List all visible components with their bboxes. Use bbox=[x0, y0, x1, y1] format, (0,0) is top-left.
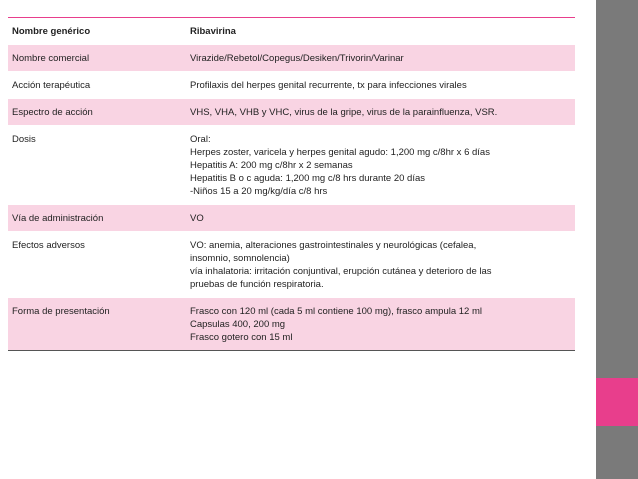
value-line: VO bbox=[190, 213, 204, 224]
value-line: Hepatitis A: 200 mg c/8hr x 2 semanas bbox=[190, 160, 353, 171]
row-label: Espectro de acción bbox=[8, 99, 186, 126]
table-row bbox=[8, 45, 575, 72]
row-value bbox=[186, 126, 575, 205]
table-row bbox=[8, 298, 575, 351]
row-value bbox=[186, 72, 575, 99]
value-line: Frasco gotero con 15 ml bbox=[190, 332, 293, 343]
table-row bbox=[8, 232, 575, 298]
value-line: Capsulas 400, 200 mg bbox=[190, 319, 286, 330]
row-value bbox=[186, 18, 575, 45]
value-line: vía inhalatoria: irritación conjuntival, erupción cutánea y deterioro de las bbox=[190, 266, 492, 277]
row-label: Efectos adversos bbox=[8, 232, 186, 298]
value-line: Profilaxis del herpes genital recurrente, tx para infecciones virales bbox=[190, 80, 467, 91]
row-label: Vía de administración bbox=[8, 205, 186, 232]
sidebar-accent-block bbox=[596, 378, 638, 426]
row-value bbox=[186, 298, 575, 351]
value-line: Frasco con 120 ml (cada 5 ml contiene 100 mg), frasco ampula 12 ml bbox=[190, 306, 482, 317]
value-line: Oral: bbox=[190, 134, 211, 145]
row-value bbox=[186, 99, 575, 126]
value-line: pruebas de función respiratoria. bbox=[190, 279, 324, 290]
table-row bbox=[8, 72, 575, 99]
table-row bbox=[8, 18, 575, 45]
drug-info-table bbox=[8, 17, 575, 351]
row-label: Dosis bbox=[8, 126, 186, 205]
value-line: Ribavirina bbox=[190, 26, 236, 37]
value-line: Virazide/Rebetol/Copegus/Desiken/Trivorin/Varinar bbox=[190, 53, 404, 64]
value-line: Herpes zoster, varicela y herpes genital agudo: 1,200 mg c/8hr x 6 días bbox=[190, 147, 490, 158]
value-line: Hepatitis B o c aguda: 1,200 mg c/8 hrs durante 20 días bbox=[190, 173, 426, 184]
row-label: Nombre comercial bbox=[8, 45, 186, 72]
table-row bbox=[8, 99, 575, 126]
value-line: -Niños 15 a 20 mg/kg/día c/8 hrs bbox=[190, 186, 328, 197]
row-label: Nombre genérico bbox=[8, 18, 186, 45]
row-label: Forma de presentación bbox=[8, 298, 186, 351]
table-row bbox=[8, 126, 575, 205]
value-line: VHS, VHA, VHB y VHC, virus de la gripe, virus de la parainfluenza, VSR. bbox=[190, 107, 498, 118]
row-value bbox=[186, 45, 575, 72]
value-line: VO: anemia, alteraciones gastrointestinales y neurológicas (cefalea, bbox=[190, 240, 477, 251]
row-label: Acción terapéutica bbox=[8, 72, 186, 99]
row-value bbox=[186, 232, 575, 298]
row-value bbox=[186, 205, 575, 232]
value-line: insomnio, somnolencia) bbox=[190, 253, 290, 264]
table-row bbox=[8, 205, 575, 232]
